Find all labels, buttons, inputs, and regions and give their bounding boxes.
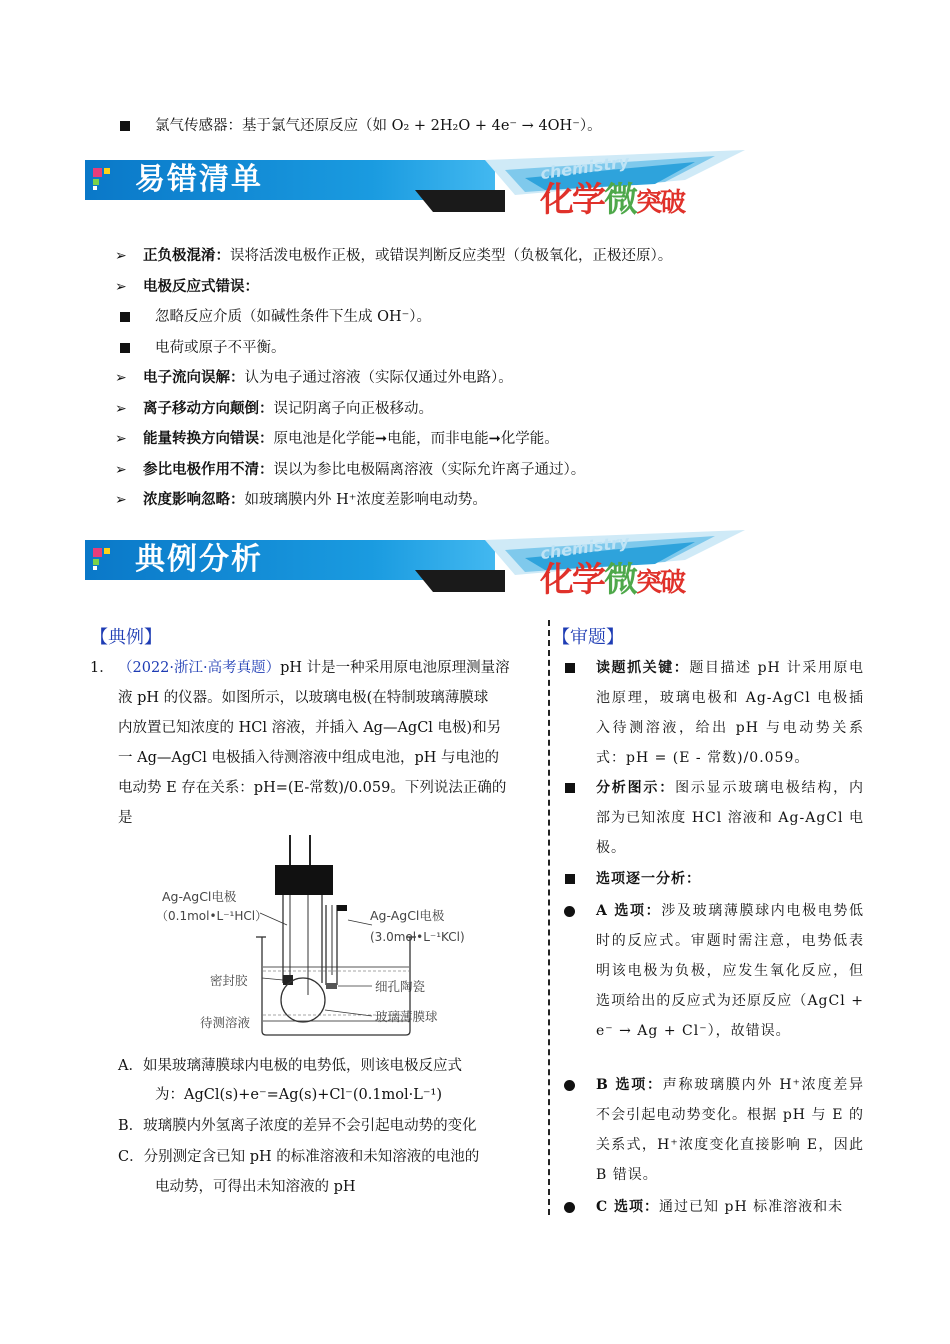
- oxygen-sensor-line: 氯气传感器：基于氯气还原反应（如 O₂ + 2H₂O + 4e⁻ → 4OH⁻）。: [155, 118, 602, 134]
- example-heading: 【典例】: [90, 627, 162, 648]
- arrow-bullet-icon: ➢: [115, 492, 127, 508]
- mistake-subitem: 忽略反应介质（如碱性条件下生成 OH⁻）。: [155, 309, 432, 325]
- mistake-text: 误将活泼电极作正极，或错误判断反应类型（负极氧化，正极还原）。: [230, 248, 673, 264]
- analysis-title: A 选项：: [596, 903, 662, 919]
- chemistry-label: chemistry: [539, 151, 631, 184]
- brand-logo-text: 化学微突破: [540, 560, 685, 600]
- mistake-title: 浓度影响忽略：: [143, 491, 245, 508]
- solution-label: 待测溶液: [200, 1015, 251, 1030]
- mistake-text: 原电池是化学能➞电能，而非电能➞化学能。: [273, 431, 559, 447]
- mistake-item: [143, 246, 672, 266]
- mistake-text: 认为电子通过溶液（实际仅通过外电路）。: [244, 370, 513, 386]
- mistake-title: 正负极混淆：: [143, 247, 230, 264]
- question-stem: [118, 653, 548, 833]
- dot-bullet-icon: [564, 1080, 575, 1091]
- analysis-item: [596, 653, 864, 773]
- stem-line: 内放置已知浓度的 HCl 溶液，并插入 Ag—AgCl 电极)和另: [118, 720, 502, 736]
- analysis-item: [596, 864, 864, 894]
- analysis-title: 选项逐一分析：: [596, 871, 701, 887]
- mistake-subitem: 电荷或原子不平衡。: [155, 339, 286, 356]
- analysis-text: 声称玻璃膜内外 H⁺浓度差异不会引起电动势变化。根据 pH 与 E 的关系式，H⁺浓度变化直接影响 E，因此 B 错误。: [596, 1077, 864, 1183]
- pixel-logo-icon: [93, 548, 115, 570]
- banner-title: 易错清单: [135, 162, 263, 197]
- mistake-item: [143, 490, 487, 510]
- analysis-title: 分析图示：: [596, 780, 676, 796]
- analysis-text: 图示显示玻璃电极结构，内部为已知浓度 HCl 溶液和 Ag-AgCl 电极。: [596, 780, 864, 856]
- analysis-text: 通过已知 pH 标准溶液和未: [659, 1199, 844, 1215]
- option-c-cont: 电动势，可得出未知溶液的 pH: [155, 1179, 356, 1195]
- stem-line: pH 计是一种采用原电池原理测量溶: [280, 660, 510, 676]
- arrow-bullet-icon: ➢: [115, 278, 127, 295]
- column-divider: [548, 620, 550, 1215]
- square-bullet-icon: [565, 783, 575, 793]
- brand-logo-text: 化学微突破: [540, 180, 685, 220]
- option-c: C．分别测定含已知 pH 的标准溶液和未知溶液的电池的: [118, 1149, 480, 1165]
- mistake-title: 离子移动方向颠倒：: [143, 399, 274, 417]
- analysis-title: 读题抓关键：: [596, 660, 690, 676]
- square-bullet-icon: [120, 343, 130, 353]
- left-electrode-label: Ag-AgCl电极: [162, 889, 237, 904]
- analysis-item: [596, 1070, 864, 1190]
- option-a: A．如果玻璃薄膜球内电极的电势低，则该电极反应式: [118, 1058, 462, 1074]
- mistake-title: 能量转换方向错误：: [143, 430, 274, 447]
- chemistry-label: chemistry: [539, 531, 631, 564]
- arrow-bullet-icon: ➢: [115, 400, 127, 417]
- dot-bullet-icon: [564, 1202, 575, 1213]
- mistake-title: 参比电极作用不清：: [143, 460, 274, 478]
- analysis-item: [596, 773, 864, 863]
- option-a-formula: 为：AgCl(s)+e⁻=Ag(s)+Cl⁻(0.1mol·L⁻¹): [155, 1087, 443, 1103]
- option-b: B．玻璃膜内外氢离子浓度的差异不会引起电动势的变化: [118, 1118, 477, 1134]
- square-bullet-icon: [120, 312, 130, 322]
- review-heading: 【审题】: [552, 627, 624, 648]
- pixel-logo-icon: [93, 168, 115, 190]
- right-electrode-label: Ag-AgCl电极: [370, 908, 445, 923]
- ceramic-label: 细孔陶瓷: [375, 979, 426, 994]
- mistake-text: 如玻璃膜内外 H⁺浓度差影响电动势。: [244, 492, 487, 508]
- mistake-item: [143, 429, 559, 449]
- membrane-label: 玻璃薄膜球: [375, 1009, 438, 1024]
- square-bullet-icon: [565, 663, 575, 673]
- mistake-item: [143, 368, 513, 388]
- square-bullet-icon: [120, 121, 130, 131]
- arrow-bullet-icon: ➢: [115, 431, 127, 447]
- stem-line: 液 pH 的仪器。如图所示，以玻璃电极(在特制玻璃薄膜球: [118, 690, 489, 706]
- mistake-title: 电极反应式错误：: [143, 277, 259, 295]
- question-number: 1．: [90, 660, 114, 676]
- analysis-title: B 选项：: [596, 1077, 663, 1093]
- arrow-bullet-icon: ➢: [115, 248, 127, 264]
- analysis-text: 题目描述 pH 计采用原电池原理，玻璃电极和 Ag-AgCl 电极插入待测溶液，给出 pH 与电动势关系式：pH = (E - 常数)/0.059。: [596, 660, 865, 766]
- mistake-text: 误记阴离子向正极移动。: [273, 400, 433, 417]
- question-source: （2022·浙江·高考真题）: [118, 660, 281, 676]
- dot-bullet-icon: [564, 906, 575, 917]
- right-concentration-label: (3.0mol•L⁻¹KCl): [370, 930, 465, 944]
- stem-line: 一 Ag—AgCl 电极插入待测溶液中组成电池，pH 与电池的: [118, 750, 499, 766]
- mistake-text: 误以为参比电极隔离溶液（实际允许离子通过）。: [273, 461, 586, 478]
- mistake-item: [143, 460, 585, 480]
- analysis-text: 涉及玻璃薄膜球内电极电势低时的反应式。审题时需注意，电势低表明该电极为负极，应发生氧化反应，但选项给出的反应式为还原反应（AgCl + e⁻ → Ag + Cl⁻），故错误。: [596, 903, 864, 1039]
- mistake-item: [143, 399, 433, 419]
- mistake-item: [143, 277, 259, 297]
- seal-label: 密封胶: [210, 973, 248, 988]
- banner-title: 典例分析: [135, 542, 263, 577]
- stem-line: 是: [118, 810, 133, 826]
- analysis-item: [596, 896, 864, 1046]
- banner-common-mistakes: [85, 150, 745, 220]
- banner-example-analysis: [85, 530, 745, 600]
- analysis-title: C 选项：: [596, 1199, 660, 1215]
- ph-meter-figure: [150, 835, 490, 1040]
- stem-line: 电动势 E 存在关系：pH=(E-常数)/0.059。下列说法正确的: [118, 780, 507, 796]
- mistake-title: 电子流向误解：: [143, 369, 245, 386]
- square-bullet-icon: [565, 874, 575, 884]
- arrow-bullet-icon: ➢: [115, 370, 127, 386]
- analysis-item: [596, 1192, 864, 1222]
- left-concentration-label: （0.1mol•L⁻¹HCl）: [156, 909, 268, 923]
- arrow-bullet-icon: ➢: [115, 461, 127, 478]
